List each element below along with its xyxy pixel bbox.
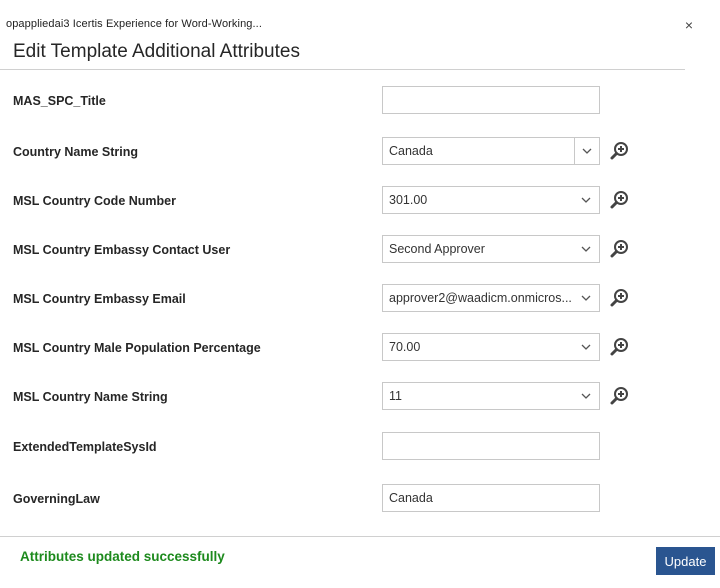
attribute-label: MSL Country Name String [13, 390, 168, 404]
field-value: approver2@waadicm.onmicros... [389, 291, 572, 305]
governing-law-input[interactable] [382, 484, 600, 512]
mas-spc-title-input[interactable] [382, 86, 600, 114]
attribute-label: MSL Country Embassy Email [13, 292, 186, 306]
chevron-down-icon[interactable] [579, 290, 593, 306]
attribute-label: MSL Country Embassy Contact User [13, 243, 231, 257]
zoom-in-icon[interactable] [609, 238, 631, 260]
msl-country-embassy-contact-user-select[interactable] [382, 235, 600, 263]
footer-divider [0, 536, 720, 537]
attribute-row [0, 284, 720, 318]
field-value: 70.00 [389, 340, 421, 354]
zoom-in-icon[interactable] [609, 336, 631, 358]
attribute-label: GoverningLaw [13, 492, 100, 506]
attribute-row [0, 186, 720, 220]
attribute-label: ExtendedTemplateSysId [13, 440, 157, 454]
field-value: 301.00 [389, 193, 428, 207]
extended-template-sysid-input[interactable] [382, 432, 600, 460]
attribute-row [0, 432, 720, 466]
country-name-string-select[interactable] [382, 137, 600, 165]
page-title: Edit Template Additional Attributes [13, 41, 300, 62]
attribute-row [0, 137, 720, 171]
msl-country-embassy-email-select[interactable] [382, 284, 600, 312]
chevron-down-icon[interactable] [574, 138, 599, 164]
chevron-down-icon[interactable] [579, 388, 593, 404]
zoom-in-icon[interactable] [609, 140, 631, 162]
msl-country-name-string-select[interactable] [382, 382, 600, 410]
attribute-row [0, 86, 720, 120]
zoom-in-icon[interactable] [609, 385, 631, 407]
attribute-row [0, 382, 720, 416]
window-title: opappliedai3 Icertis Experience for Word-Working... [6, 18, 262, 30]
field-value: Canada [389, 144, 433, 158]
close-icon[interactable]: × [684, 17, 694, 33]
update-button[interactable]: Update [656, 547, 715, 575]
attribute-row [0, 333, 720, 367]
field-value: Canada [389, 491, 433, 505]
attribute-row [0, 235, 720, 269]
attribute-label: MAS_SPC_Title [13, 94, 106, 108]
attribute-label: MSL Country Code Number [13, 194, 176, 208]
msl-country-code-number-select[interactable] [382, 186, 600, 214]
chevron-down-icon[interactable] [579, 192, 593, 208]
title-bar [0, 0, 720, 40]
msl-country-male-population-percentage-select[interactable] [382, 333, 600, 361]
status-message: Attributes updated successfully [20, 549, 225, 564]
attribute-label: MSL Country Male Population Percentage [13, 341, 261, 355]
zoom-in-icon[interactable] [609, 189, 631, 211]
field-value: Second Approver [389, 242, 485, 256]
attribute-row [0, 484, 720, 518]
attribute-label: Country Name String [13, 145, 139, 159]
chevron-down-icon[interactable] [579, 339, 593, 355]
zoom-in-icon[interactable] [609, 287, 631, 309]
field-value: 11 [389, 389, 402, 403]
chevron-down-icon[interactable] [579, 241, 593, 257]
header-divider [0, 69, 685, 70]
